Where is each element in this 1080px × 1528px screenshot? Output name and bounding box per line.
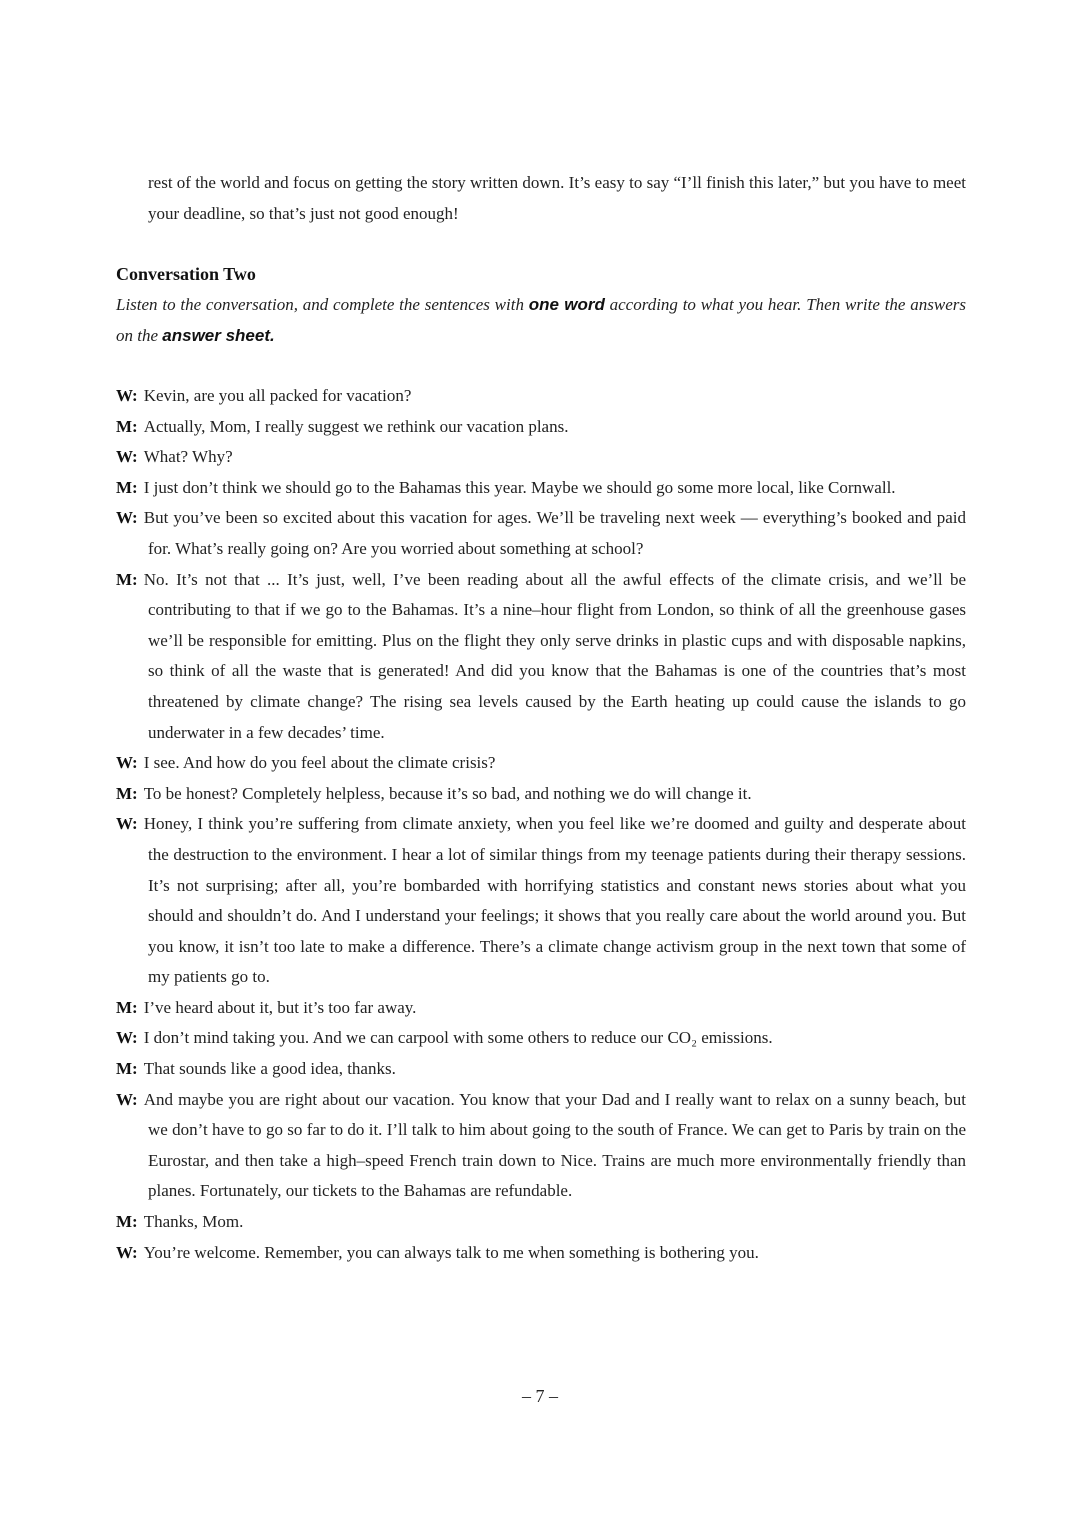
speaker-label: M: xyxy=(116,569,138,589)
page-number: – 7 – xyxy=(522,1386,558,1406)
dialogue-text: Honey, I think you’re suffering from climate anxiety, when you feel like we’re doomed and guilty and desperate about the destruction to the environment. I hear a lot of similar things from my teenage patients during their therapy sessions. It’s not surprising; after all, you’re bombarded with horrifying statistics and constant news stories about what you should and shouldn’t do. And I understand your feelings; it shows that you really care about the world around you. But you know, it isn’t too late to make a difference. There’s a climate change activism group in the next town that some of my patients go to. xyxy=(143,814,966,987)
dialogue-line xyxy=(116,473,966,504)
section-instructions xyxy=(116,290,966,351)
dialogue-line xyxy=(116,993,966,1024)
speaker-label: M: xyxy=(116,477,138,497)
dialogue-text: That sounds like a good idea, thanks. xyxy=(143,1059,396,1079)
dialogue-line xyxy=(116,412,966,443)
continuation-paragraph: rest of the world and focus on getting the story written down. It’s easy to say “I’ll finish this later,” but you have to meet your deadline, so that’s just not good enough! xyxy=(148,173,966,223)
dialogue-text: I don’t mind taking you. And we can carpool with some others to reduce our CO₂ emissions. xyxy=(143,1028,773,1048)
dialogue-line xyxy=(116,1207,966,1238)
dialogue-line xyxy=(116,748,966,779)
dialogue-text: Thanks, Mom. xyxy=(143,1212,244,1232)
dialogue-line xyxy=(116,565,966,749)
dialogue-line xyxy=(116,1054,966,1085)
dialogue-text: Actually, Mom, I really suggest we rethink our vacation plans. xyxy=(143,416,569,436)
dialogue-line xyxy=(116,1085,966,1207)
speaker-label: W: xyxy=(116,1242,138,1262)
dialogue-text: I just don’t think we should go to the Bahamas this year. Maybe we should go some more local, like Cornwall. xyxy=(143,477,896,497)
dialogue-line xyxy=(116,779,966,810)
dialogue-text: No. It’s not that ... It’s just, well, I’ve been reading about all the awful effects of the climate crisis, and we’ll be contributing to that if we go to the Bahamas. It’s a nine–hour flight from London, so think of all the greenhouse gases we’ll be responsible for emitting. Plus on the flight they only serve drinks in plastic cups and with disposable napkins, so think of all the waste that is generated! And did you know that the Bahamas is one of the countries that’s most threatened by climate change? The rising sea levels caused by the Earth heating up could cause the islands to go underwater in a few decades’ time. xyxy=(143,569,966,742)
speaker-label: W: xyxy=(116,447,138,467)
speaker-label: W: xyxy=(116,386,138,405)
section-title: Conversation Two xyxy=(116,264,256,284)
speaker-label: M: xyxy=(116,1059,138,1079)
instructions-bold-1: one word xyxy=(528,295,605,314)
speaker-label: W: xyxy=(116,508,138,528)
instructions-text-2: according to what you hear. Then write the answers on the xyxy=(116,295,966,345)
dialogue-line xyxy=(116,1238,966,1269)
dialogue-line xyxy=(116,1023,966,1054)
speaker-label: M: xyxy=(116,416,138,436)
speaker-label: W: xyxy=(116,1089,138,1109)
dialogue-text: What? Why? xyxy=(143,447,233,467)
speaker-label: W: xyxy=(116,1028,138,1048)
speaker-label: M: xyxy=(116,997,138,1017)
speaker-label: M: xyxy=(116,783,138,803)
instructions-bold-2: answer sheet. xyxy=(162,325,275,345)
speaker-label: W: xyxy=(116,753,138,773)
dialogue-text: But you’ve been so excited about this vacation for ages. We’ll be traveling next week — everything’s booked and paid for. What’s really going on? Are you worried about something at school? xyxy=(143,508,966,558)
dialogue-text: Kevin, are you all packed for vacation? xyxy=(143,386,412,405)
dialogue-text: You’re welcome. Remember, you can always talk to me when something is bothering you. xyxy=(143,1242,759,1262)
dialogue-text: And maybe you are right about our vacation. You know that your Dad and I really want to relax on a sunny beach, but we don’t have to go so far to do it. I’ll talk to him about going to the south of France. We can get to Paris by train on the Eurostar, and then take a high–speed French train down to Nice. Trains are much more environmentally friendly than planes. Fortunately, our tickets to the Bahamas are refundable. xyxy=(143,1089,966,1201)
dialogue-text: I’ve heard about it, but it’s too far away. xyxy=(143,997,417,1017)
instructions-text-1: Listen to the conversation, and complete the sentences with xyxy=(116,295,529,314)
dialogue-transcript xyxy=(116,381,966,1268)
dialogue-line xyxy=(116,809,966,993)
dialogue-line xyxy=(116,503,966,564)
dialogue-text: I see. And how do you feel about the climate crisis? xyxy=(143,753,496,773)
speaker-label: M: xyxy=(116,1212,138,1232)
dialogue-line xyxy=(116,442,966,473)
dialogue-line xyxy=(116,381,966,412)
speaker-label: W: xyxy=(116,814,138,834)
dialogue-text: To be honest? Completely helpless, because it’s so bad, and nothing we do will change it. xyxy=(143,783,752,803)
